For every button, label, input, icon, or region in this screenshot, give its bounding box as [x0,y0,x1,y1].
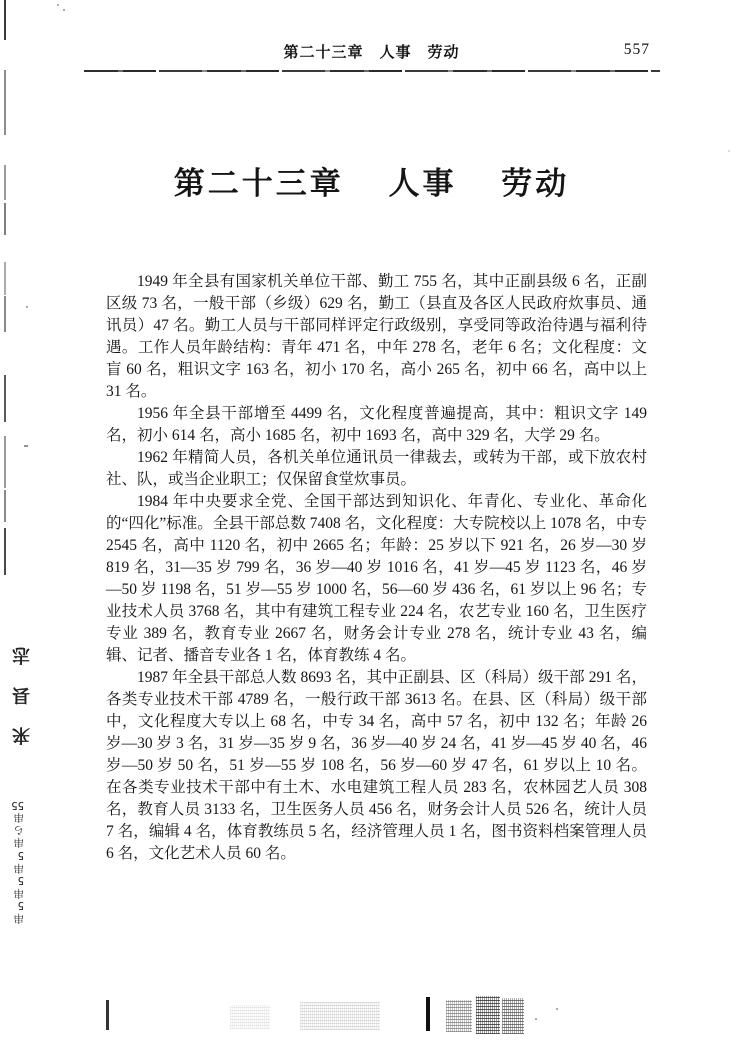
scan-edge-line [4,528,6,575]
scan-edge-line [4,203,6,235]
scan-artifact-bar [106,1000,109,1030]
paragraph-1987: 1987 年全县干部总人数 8693 名，其中正副县、区（科局）级干部 291 名，各类专业技术干部 4789 名，一般行政干部 3613 名。在县、区（科局）级干部中，文化程度大专以上 68 名，中专 34 名，高中 57 名，初中 132 名；年龄 26 岁—30 岁 3 名，31 岁—35 岁 9 名，36 岁—40 岁 24 名，41 岁—45 岁 40 名，46 岁—50 岁 50 名，51 岁—55 岁 108 名，56 岁—60 岁 47 名，61 岁以上 10 名。在各类专业技术干部中有土木、水电建筑工程人员 283 名，农林园艺人员 308 名，教育人员 3133 名，卫生医务人员 456 名，财务会计人员 526 名，统计人员 7 名，编辑 4 名，体育教练员 5 名，经济管理人员 1 名，图书资料档案管理人员 6 名，文化艺术人员 60 名。 [106,669,647,862]
body-text [106,271,647,865]
scan-speck [24,445,28,447]
scan-speck [556,1008,558,1010]
spine-text [10,643,32,749]
paragraph-1949: 1949 年全县有国家机关单位干部、勤工 755 名，其中正副县级 6 名，正副区级 73 名，一般干部（乡级）629 名，勤工（县直及各区人民政府炊事员、通讯员）47 名。勤工人员与干部同样评定行政级别，享受同等政治待遇与福利待遇。工作人员年龄结构：青年 471 名，中年 278 名，老年 6 名；文化程度：文盲 60 名，粗识文字 163 名，初小 170 名，高小 265 名，初中 66 名，高中以上 31 名。 [106,273,647,400]
scan-noise-smudge [476,996,500,1034]
scan-noise-smudge [446,1000,472,1032]
scan-edge-line [4,70,6,135]
scan-noise-smudge [502,998,524,1034]
scan-speck [728,150,730,152]
scan-speck [63,9,65,11]
scan-speck [535,1018,537,1020]
spine-char: 志 [12,645,30,665]
paragraph-1984: 1984 年中央要求全党、全国干部达到知识化、年青化、专业化、革命化的“四化”标准。全县干部总数 7408 名，文化程度：大专院校以上 1078 名，中专 2545 名，高中 1120 名，初中 2665 名；年龄：25 岁以下 921 名，26 岁—30 岁 819 名，31—35 岁 799 名，36 岁—40 岁 1016 名，41 岁—45 岁 1123 名，46 岁—50 岁 1198 名，51 岁—55 岁 1000 名，56—60 岁 436 名，61 岁以上 96 名；专业技术人员 3768 名，其中有建筑工程专业 224 名，农艺专业 160 名，卫生医疗专业 389 名，教育专业 2667 名，财务会计专业 278 名，统计专业 43 名，编辑、记者、播音专业各 1 名，体育教练 4 名。 [106,493,647,664]
spine-char: 县 [12,685,30,705]
spine-char: 来 [12,725,30,745]
scan-noise-smudge [300,1002,380,1030]
scan-edge-line [4,262,6,295]
scan-edge-line [4,296,6,332]
paragraph-1956: 1956 年全县干部增至 4499 名，文化程度普遍提高，其中：粗识文字 149 名，初小 614 名，高小 1685 名，初中 1693 名，高中 329 名，大学 29 名。 [106,405,647,444]
scan-artifact-bar [426,997,430,1031]
running-header-chapter: 第二十三章 人事 劳动 [283,44,460,61]
scan-noise-smudge [230,1005,270,1029]
scan-speck [57,4,59,6]
margin-edge-glyphs: 串5串5串5串ら串55 [11,798,24,924]
scan-edge-line [4,490,6,522]
header-rule [84,70,660,72]
paragraph-1962: 1962 年精简人员，各机关单位通讯员一律裁去，或转为干部，或下放农村社、队，或当企业职工；仅保留食堂炊事员。 [106,449,647,488]
running-header [85,41,658,63]
scan-edge-line [4,436,6,488]
scan-edge-line [4,0,6,40]
chapter-title: 第二十三章 人事 劳动 [173,166,570,201]
scan-speck [26,306,28,308]
page-number: 557 [623,41,650,58]
scan-edge-line [4,375,6,422]
scan-edge-line [4,165,6,200]
